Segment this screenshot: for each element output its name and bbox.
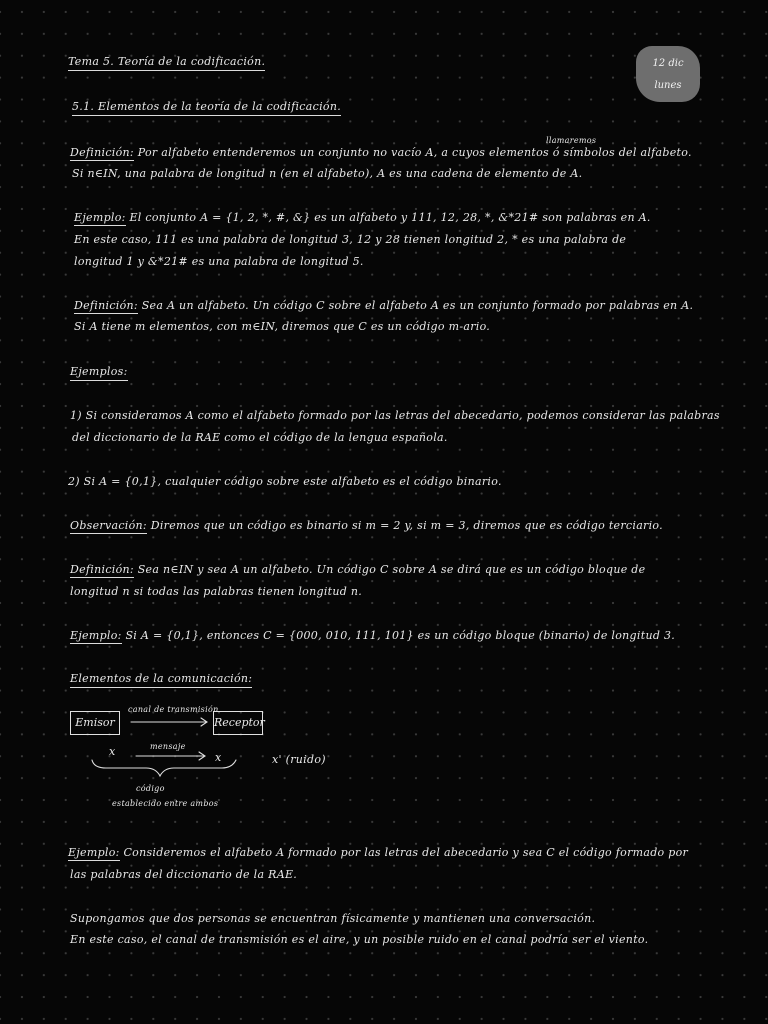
example1-line1: El conjunto A = {1, 2, *, #, &} es un alfabeto y 111, 12, 28, *, &*21# son palabras en A. (129, 211, 651, 224)
comm-heading: Elementos de la comunicación: (70, 672, 252, 688)
def2-label: Definición: (74, 299, 138, 312)
message-label: mensaje (150, 742, 186, 751)
def2-block (74, 299, 693, 313)
section-heading: 5.1. Elementos de la teoría de la codificación. (72, 100, 341, 116)
date-day: 12 dic (652, 58, 684, 69)
def3-label: Definición: (70, 563, 134, 576)
def3-line2: longitud n si todas las palabras tienen longitud n. (70, 585, 363, 598)
ex1-line1: 1) Si consideramos A como el alfabeto formado por las letras del abecedario, podemos considerar las palabras (70, 409, 720, 422)
example1-block (74, 211, 651, 225)
example1-line3: longitud 1 y &*21# es una palabra de longitud 5. (74, 255, 364, 268)
message-x-right: x (215, 751, 222, 764)
def1-line2: Si n∈IN, una palabra de longitud n (en el alfabeto), A es una cadena de elemento de A. (72, 167, 583, 180)
receptor-box: Receptor (213, 711, 263, 735)
example3-label: Ejemplo: (68, 846, 120, 859)
final-line2: En este caso, el canal de transmisión es el aire, y un posible ruido en el canal podría ser el viento. (70, 933, 649, 946)
channel-label: canal de transmisión (128, 705, 219, 714)
ex1-line2: del diccionario de la RAE como el código de la lengua española. (72, 431, 448, 444)
noise-label: x' (ruido) (272, 753, 326, 766)
def3-block (70, 563, 645, 577)
example2-text: Si A = {0,1}, entonces C = {000, 010, 111, 101} es un código bloque (binario) de longitud 3. (125, 629, 676, 642)
example3-line2: las palabras del diccionario de la RAE. (70, 868, 298, 881)
final-line1: Supongamos que dos personas se encuentran físicamente y mantienen una conversación. (70, 912, 596, 925)
def1-label: Definición: (70, 146, 134, 159)
examples-heading: Ejemplos: (70, 365, 128, 381)
message-x-left: x (109, 745, 116, 758)
obs-text: Diremos que un código es binario si m = 2 y, si m = 3, diremos que es código terciario. (150, 519, 663, 532)
def1-line1: Por alfabeto entenderemos un conjunto no vacío A, a cuyos elementos ó símbolos del alfabeto. (137, 146, 692, 159)
date-sticker (636, 46, 700, 102)
date-weekday: lunes (654, 80, 682, 91)
def1-block (70, 146, 692, 160)
def3-line1: Sea n∈IN y sea A un alfabeto. Un código C sobre A se dirá que es un código bloque de (137, 563, 646, 576)
example1-line2: En este caso, 111 es una palabra de longitud 3, 12 y 28 tienen longitud 2, * es una palabra de (74, 233, 627, 246)
def2-line2: Si A tiene m elementos, con m∈IN, diremos que C es un código m-ario. (74, 320, 491, 333)
channel-arrow (131, 718, 207, 726)
def1-note: llamaremos (546, 136, 597, 145)
example1-label: Ejemplo: (74, 211, 126, 224)
code-label: código (136, 784, 165, 793)
ex2-line: 2) Si A = {0,1}, cualquier código sobre este alfabeto es el código binario. (68, 475, 502, 488)
page-title: Tema 5. Teoría de la codificación. (68, 55, 265, 71)
code-established-label: establecido entre ambos (112, 799, 219, 808)
example2-block (70, 629, 675, 643)
example2-label: Ejemplo: (70, 629, 122, 642)
def2-line1: Sea A un alfabeto. Un código C sobre el alfabeto A es un conjunto formado por palabras en A. (141, 299, 694, 312)
obs-label: Observación: (70, 519, 147, 532)
obs-block (70, 519, 663, 533)
example3-block (68, 846, 688, 860)
emisor-box: Emisor (70, 711, 120, 735)
example3-line1: Consideremos el alfabeto A formado por las letras del abecedario y sea C el código formado por (123, 846, 689, 859)
